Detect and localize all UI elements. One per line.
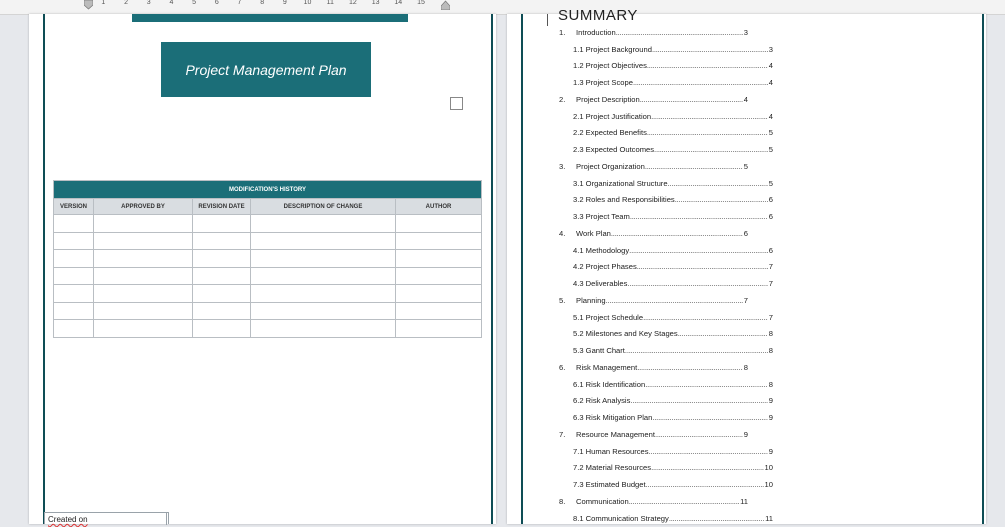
table-of-contents[interactable] [559, 24, 773, 527]
toc-entry[interactable] [559, 125, 773, 142]
table-row[interactable] [54, 285, 482, 303]
toc-entry-page: 10 [764, 463, 773, 473]
toc-entry[interactable] [559, 192, 773, 209]
toc-entry-page: 9 [743, 429, 748, 439]
toc-entry-label: 7.2 Material Resources [573, 463, 652, 473]
toc-entry-page: 8 [768, 329, 773, 339]
toc-leader-dots [640, 95, 743, 104]
toc-entry-label: Project Organization [576, 161, 645, 171]
toc-leader-dots [651, 463, 763, 472]
toc-entry-label: 6.2 Risk Analysis [573, 396, 631, 406]
toc-entry-page: 5 [768, 145, 773, 155]
ruler-number: 7 [237, 0, 242, 6]
ruler-number: 12 [349, 0, 357, 6]
ruler-number: 9 [282, 0, 287, 6]
toc-leader-dots [655, 430, 743, 439]
document-page-2 [507, 7, 986, 524]
ruler-number: 4 [169, 0, 174, 6]
toc-leader-dots [647, 128, 768, 137]
document-page-1 [29, 14, 496, 524]
toc-entry-page: 4 [768, 61, 773, 71]
table-cell[interactable] [251, 320, 396, 338]
toc-entry[interactable] [559, 158, 748, 175]
layout-options-checkbox[interactable] [450, 97, 463, 110]
table-cell[interactable] [54, 285, 94, 303]
ruler-scale [30, 0, 510, 8]
toc-entry-number: 4. [559, 228, 566, 238]
table-row[interactable] [54, 250, 482, 268]
table-cell[interactable] [396, 302, 482, 320]
ruler-numbers [92, 0, 432, 6]
ruler-number: 10 [303, 0, 312, 6]
toc-entry-label: Project Description [576, 94, 640, 104]
toc-entry-page: 4 [743, 94, 748, 104]
table-cell[interactable] [251, 302, 396, 320]
table-cell[interactable] [251, 250, 396, 268]
toc-entry-page: 5 [743, 161, 748, 171]
toc-entry-label: 2.1 Project Justification [573, 111, 652, 121]
toc-entry-page: 7 [768, 279, 773, 289]
table-cell[interactable] [94, 250, 193, 268]
ruler-number: 2 [124, 0, 128, 6]
table-cell[interactable] [94, 285, 193, 303]
toc-entry-label: 6.1 Risk Identification [573, 379, 646, 389]
toc-entry-label: 8.1 Communication Strategy [573, 513, 669, 523]
ruler-number: 14 [394, 0, 403, 6]
table-row[interactable] [54, 320, 482, 338]
toc-entry-page: 8 [743, 362, 748, 372]
table-cell[interactable] [94, 215, 193, 233]
toc-leader-dots [654, 145, 768, 154]
toc-leader-dots [652, 413, 767, 422]
table-cell[interactable] [193, 302, 251, 320]
toc-entry[interactable] [559, 24, 748, 41]
column-header-revision-date: REVISION DATE [193, 199, 251, 215]
toc-entry-page: 3 [743, 27, 748, 37]
toc-entry-page: 7 [768, 262, 773, 272]
table-cell[interactable] [193, 250, 251, 268]
toc-leader-dots [637, 262, 768, 271]
table-row[interactable] [54, 215, 482, 233]
table-cell[interactable] [193, 320, 251, 338]
toc-entry-page: 8 [768, 379, 773, 389]
toc-entry-page: 9 [768, 446, 773, 456]
toc-leader-dots [616, 28, 743, 37]
toc-entry-number: 8. [559, 496, 566, 506]
toc-entry-label: 7.3 Estimated Budget [573, 480, 646, 490]
toc-leader-dots [645, 162, 743, 171]
toc-entry-label: 4.3 Deliverables [573, 279, 628, 289]
toc-entry-label: 3.1 Organizational Structure [573, 178, 668, 188]
toc-entry-label: 1.1 Project Background [573, 44, 652, 54]
toc-entry-label: 4.2 Project Phases [573, 262, 637, 272]
toc-entry-page: 8 [768, 346, 773, 356]
table-cell[interactable] [94, 267, 193, 285]
toc-entry-page: 4 [768, 78, 773, 88]
toc-entry-page: 10 [764, 480, 773, 490]
page-border-left [521, 14, 523, 524]
toc-entry[interactable] [559, 409, 773, 426]
table-cell[interactable] [94, 302, 193, 320]
toc-entry-page: 4 [768, 111, 773, 121]
toc-entry[interactable] [559, 359, 748, 376]
table-cell[interactable] [94, 232, 193, 250]
toc-entry-label: 4.1 Methodology [573, 245, 630, 255]
modification-history-table[interactable] [53, 180, 482, 338]
toc-entry[interactable] [559, 292, 748, 309]
toc-leader-dots [629, 497, 739, 506]
cover-banner [132, 14, 408, 22]
toc-entry[interactable] [559, 476, 773, 493]
toc-entry-page: 7 [743, 295, 748, 305]
toc-entry[interactable] [559, 91, 748, 108]
toc-leader-dots [678, 329, 768, 338]
table-cell[interactable] [54, 302, 94, 320]
table-row[interactable] [54, 267, 482, 285]
toc-leader-dots [625, 346, 768, 355]
toc-leader-dots [668, 179, 768, 188]
table-cell[interactable] [251, 285, 396, 303]
toc-entry[interactable] [559, 342, 773, 359]
created-on-label: Created on [48, 515, 88, 524]
column-header-version: VERSION [54, 199, 94, 215]
toc-leader-dots [649, 447, 768, 456]
toc-leader-dots [630, 212, 768, 221]
toc-entry-label: Planning [576, 295, 606, 305]
column-header-description: DESCRIPTION OF CHANGE [251, 199, 396, 215]
toc-entry[interactable] [559, 376, 773, 393]
toc-entry[interactable] [559, 175, 773, 192]
table-cell[interactable] [396, 232, 482, 250]
toc-entry[interactable] [559, 108, 773, 125]
toc-entry-page: 3 [768, 44, 773, 54]
toc-entry-label: 2.3 Expected Outcomes [573, 145, 655, 155]
table-cell[interactable] [251, 267, 396, 285]
horizontal-ruler[interactable] [0, 0, 1005, 15]
table-cell[interactable] [54, 250, 94, 268]
toc-entry-page: 11 [765, 513, 773, 523]
toc-leader-dots [627, 279, 767, 288]
toc-entry[interactable] [559, 225, 748, 242]
toc-leader-dots [646, 480, 764, 489]
column-header-author: AUTHOR [396, 199, 482, 215]
table-cell[interactable] [396, 250, 482, 268]
indent-marker-icon[interactable] [84, 0, 93, 10]
toc-entry-number: 1. [559, 27, 566, 37]
table-cell[interactable] [193, 285, 251, 303]
toc-entry-label: Risk Management [576, 362, 638, 372]
toc-entry[interactable] [559, 309, 773, 326]
toc-entry-label: 1.3 Project Scope [573, 78, 633, 88]
toc-leader-dots [669, 514, 764, 523]
ruler-number: 3 [146, 0, 151, 6]
page-border-left [43, 14, 45, 524]
toc-entry-page: 7 [768, 312, 773, 322]
table-cell[interactable] [251, 215, 396, 233]
ruler-number: 11 [326, 0, 334, 6]
ruler-number: 6 [214, 0, 219, 6]
toc-entry[interactable] [559, 242, 773, 259]
table-cell[interactable] [54, 232, 94, 250]
toc-entry[interactable] [559, 74, 773, 91]
toc-entry-page: 5 [768, 128, 773, 138]
toc-entry-label: 3.2 Roles and Responsibilities [573, 195, 675, 205]
table-cell[interactable] [396, 320, 482, 338]
toc-entry-label: 6.3 Risk Mitigation Plan [573, 413, 653, 423]
toc-leader-dots [629, 246, 768, 255]
toc-entry-number: 5. [559, 295, 566, 305]
toc-entry-page: 9 [768, 413, 773, 423]
table-row[interactable] [54, 302, 482, 320]
toc-entry-label: 3.3 Project Team [573, 212, 630, 222]
toc-entry-page: 9 [768, 396, 773, 406]
toc-leader-dots [611, 229, 743, 238]
toc-entry[interactable] [559, 443, 773, 460]
document-title[interactable]: Project Management Plan [161, 42, 371, 97]
toc-leader-dots [637, 363, 743, 372]
toc-leader-dots [633, 78, 768, 87]
toc-leader-dots [645, 380, 768, 389]
toc-entry-page: 6 [768, 195, 773, 205]
toc-entry-label: Work Plan [576, 228, 611, 238]
toc-entry-number: 2. [559, 94, 566, 104]
ruler-number: 5 [192, 0, 197, 6]
ruler-number: 15 [417, 0, 425, 6]
table-cell[interactable] [193, 232, 251, 250]
toc-entry-page: 6 [743, 228, 748, 238]
toc-entry-label: 7.1 Human Resources [573, 446, 649, 456]
toc-entry-page: 6 [768, 245, 773, 255]
toc-entry-label: Resource Management [576, 429, 655, 439]
toc-leader-dots [630, 396, 767, 405]
toc-entry-label: 2.2 Expected Benefits [573, 128, 647, 138]
ruler-number: 1 [101, 0, 106, 6]
toc-entry-page: 5 [768, 178, 773, 188]
right-indent-marker-icon[interactable] [441, 0, 450, 10]
table-cell[interactable] [396, 215, 482, 233]
toc-entry-number: 6. [559, 362, 566, 372]
toc-entry[interactable] [559, 426, 748, 443]
ruler-number: 8 [260, 0, 265, 6]
toc-entry[interactable] [559, 393, 773, 410]
table-cell[interactable] [94, 320, 193, 338]
toc-entry-label: 5.2 Milestones and Key Stages [573, 329, 678, 339]
toc-leader-dots [643, 313, 768, 322]
toc-entry[interactable] [559, 275, 773, 292]
toc-entry[interactable] [559, 141, 773, 158]
toc-entry-label: 5.1 Project Schedule [573, 312, 644, 322]
toc-entry-label: 1.2 Project Objectives [573, 61, 647, 71]
table-cell[interactable] [396, 285, 482, 303]
ruler-number: 13 [371, 0, 380, 6]
toc-entry-number: 3. [559, 161, 566, 171]
table-cell[interactable] [251, 232, 396, 250]
text-cursor [547, 14, 548, 26]
table-cell[interactable] [54, 215, 94, 233]
table-cell[interactable] [54, 267, 94, 285]
toc-entry[interactable] [559, 460, 773, 477]
toc-entry-number: 7. [559, 429, 566, 439]
toc-leader-dots [647, 61, 768, 70]
table-caption: MODIFICATION'S HISTORY [54, 181, 482, 199]
column-header-approved-by: APPROVED BY [94, 199, 193, 215]
toc-entry-page: 6 [768, 212, 773, 222]
toc-leader-dots [675, 195, 768, 204]
table-cell[interactable] [193, 215, 251, 233]
toc-entry-label: 5.3 Gantt Chart [573, 346, 625, 356]
page-border-right [982, 14, 984, 524]
summary-heading[interactable]: SUMMARY [558, 7, 638, 24]
toc-entry[interactable] [559, 208, 773, 225]
toc-leader-dots [606, 296, 743, 305]
table-cell[interactable] [54, 320, 94, 338]
created-on-field[interactable] [44, 512, 169, 524]
toc-entry[interactable] [559, 326, 773, 343]
toc-leader-dots [651, 112, 768, 121]
table-cell[interactable] [396, 267, 482, 285]
toc-entry-label: Communication [576, 496, 629, 506]
table-cell[interactable] [193, 267, 251, 285]
toc-entry[interactable] [559, 259, 773, 276]
toc-entry[interactable] [559, 493, 748, 510]
page-border-right [491, 14, 493, 524]
table-row[interactable] [54, 232, 482, 250]
toc-entry[interactable] [559, 41, 773, 58]
toc-entry-page: 11 [740, 496, 748, 506]
toc-entry-label: Introduction [576, 27, 616, 37]
toc-leader-dots [652, 45, 768, 54]
toc-entry[interactable] [559, 58, 773, 75]
